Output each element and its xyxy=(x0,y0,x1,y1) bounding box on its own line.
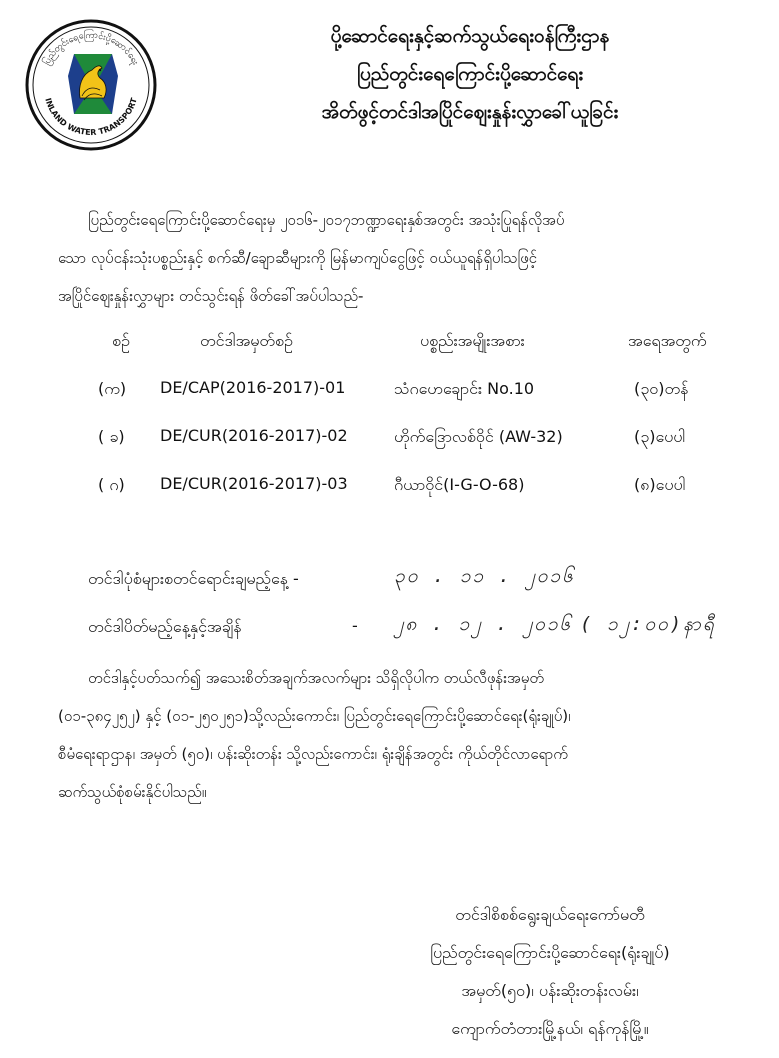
row-tender: DE/CUR(2016-2017)-02 xyxy=(160,426,348,445)
closing-label: တင်ဒါပိတ်မည့်နေ့နှင့်အချိန် xyxy=(88,617,242,636)
row-no: (က) xyxy=(98,379,127,398)
contact-line-2: (၀၁-၃၈၄၂၅၂) နှင့် (၀၁-၂၅၀၂၅၁)သို့လည်းကောင်း၊ ပြည်တွင်းရေကြောင်းပို့ဆောင်ရေး(ရုံးချုပ်)၊ xyxy=(58,707,571,725)
closing-dash: - xyxy=(352,616,358,635)
row-no: ( ခ) xyxy=(98,427,125,446)
closing-date: ၂၈ . ၁၂ . ၂၀၁၆ xyxy=(394,613,573,635)
table-header-qty: အရေအတွက် xyxy=(628,331,707,350)
table-header-no: စဥ် xyxy=(112,331,130,350)
contact-line-1: တင်ဒါနှင့်ပတ်သက်၍ အသေးစိတ်အချက်အလက်များ သိရှိလိုပါက တယ်လီဖုန်းအမှတ် xyxy=(88,669,544,687)
row-item: ဟိုက်ဒြောလစ်ဝိုင် (AW-32) xyxy=(394,427,563,446)
intro-line-2: သော လုပ်ငန်းသုံးပစ္စည်းနှင့် စက်ဆီ/ချောဆီများကို မြန်မာကျပ်ငွေဖြင့် ဝယ်ယူရန်ရှိပါသဖြင့် xyxy=(58,249,537,267)
row-qty: (၈)ပေပါ xyxy=(634,475,686,494)
sale-start-date: ၃၀ . ၁၁ . ၂၀၁၆ xyxy=(394,565,575,587)
closing-time: ( ၁၂:၀၀)နာရီ xyxy=(580,613,716,635)
row-item: သံဂဟေချောင်း No.10 xyxy=(394,379,535,398)
signature-address-city: ကျောက်တံတားမြို့နယ်၊ ရန်ကုန်မြို့။ xyxy=(451,1019,649,1038)
row-item: ဂီယာဝိုင်(I-G-O-68) xyxy=(394,475,525,494)
logo-emblem-icon xyxy=(22,16,160,154)
contact-line-3: စီမံရေးရာဌာန၊ အမှတ် (၅၀)၊ ပန်းဆိုးတန်း သို့လည်းကောင်း၊ ရုံးချိန်အတွင်း ကိုယ်တိုင်လာရောက် xyxy=(58,745,568,763)
sale-start-label: တင်ဒါပုံစံများစတင်ရောင်းချမည့်နေ့ - xyxy=(88,569,299,588)
header-department: ပြည်တွင်းရေကြောင်းပို့ဆောင်ရေး xyxy=(356,63,584,85)
intro-line-1: ပြည်တွင်းရေကြောင်းပို့ဆောင်ရေးမှ ၂၀၁၆-၂၀၁၇ဘဏ္ဍာရေးနှစ်အတွင်း အသုံးပြုရန်လိုအပ် xyxy=(88,211,565,229)
signature-address-street: အမှတ်(၅၀)၊ ပန်းဆိုးတန်းလမ်း၊ xyxy=(461,981,639,1000)
header-tender-title: အိတ်ဖွင့်တင်ဒါအပြိုင်ဈေးနှုန်းလွှာခေါ်ယူခြင်း xyxy=(321,101,619,123)
row-no: ( ဂ) xyxy=(98,475,125,494)
row-qty: (၃၀)တန် xyxy=(634,379,689,398)
signature-office: ပြည်တွင်းရေကြောင်းပို့ဆောင်ရေး(ရုံးချုပ်) xyxy=(430,943,670,962)
contact-line-4: ဆက်သွယ်စုံစမ်းနိုင်ပါသည်။ xyxy=(58,783,207,801)
row-tender: DE/CUR(2016-2017)-03 xyxy=(160,474,348,493)
table-header-tender: တင်ဒါအမှတ်စဥ် xyxy=(200,331,293,350)
inland-water-transport-logo xyxy=(22,16,160,154)
intro-line-3: အပြိုင်ဈေးနှုန်းလွှာများ တင်သွင်းရန် ဖိတ်ခေါ်အပ်ပါသည်- xyxy=(58,287,364,305)
row-tender: DE/CAP(2016-2017)-01 xyxy=(160,378,346,397)
row-qty: (၃)ပေပါ xyxy=(634,427,686,446)
logo-bottom-text: INLAND WATER TRANSPORT xyxy=(43,96,139,138)
table-header-item: ပစ္စည်းအမျိုးအစား xyxy=(420,331,525,350)
logo-arc-text: ပြည်တွင်းရေကြောင်းပို့ဆောင်ရေး xyxy=(41,30,141,67)
signature-committee: တင်ဒါစိစစ်ရွေးချယ်ရေးကော်မတီ xyxy=(455,905,645,924)
header-ministry: ပို့ဆောင်ရေးနှင့်ဆက်သွယ်ရေးဝန်ကြီးဌာန xyxy=(330,25,610,47)
